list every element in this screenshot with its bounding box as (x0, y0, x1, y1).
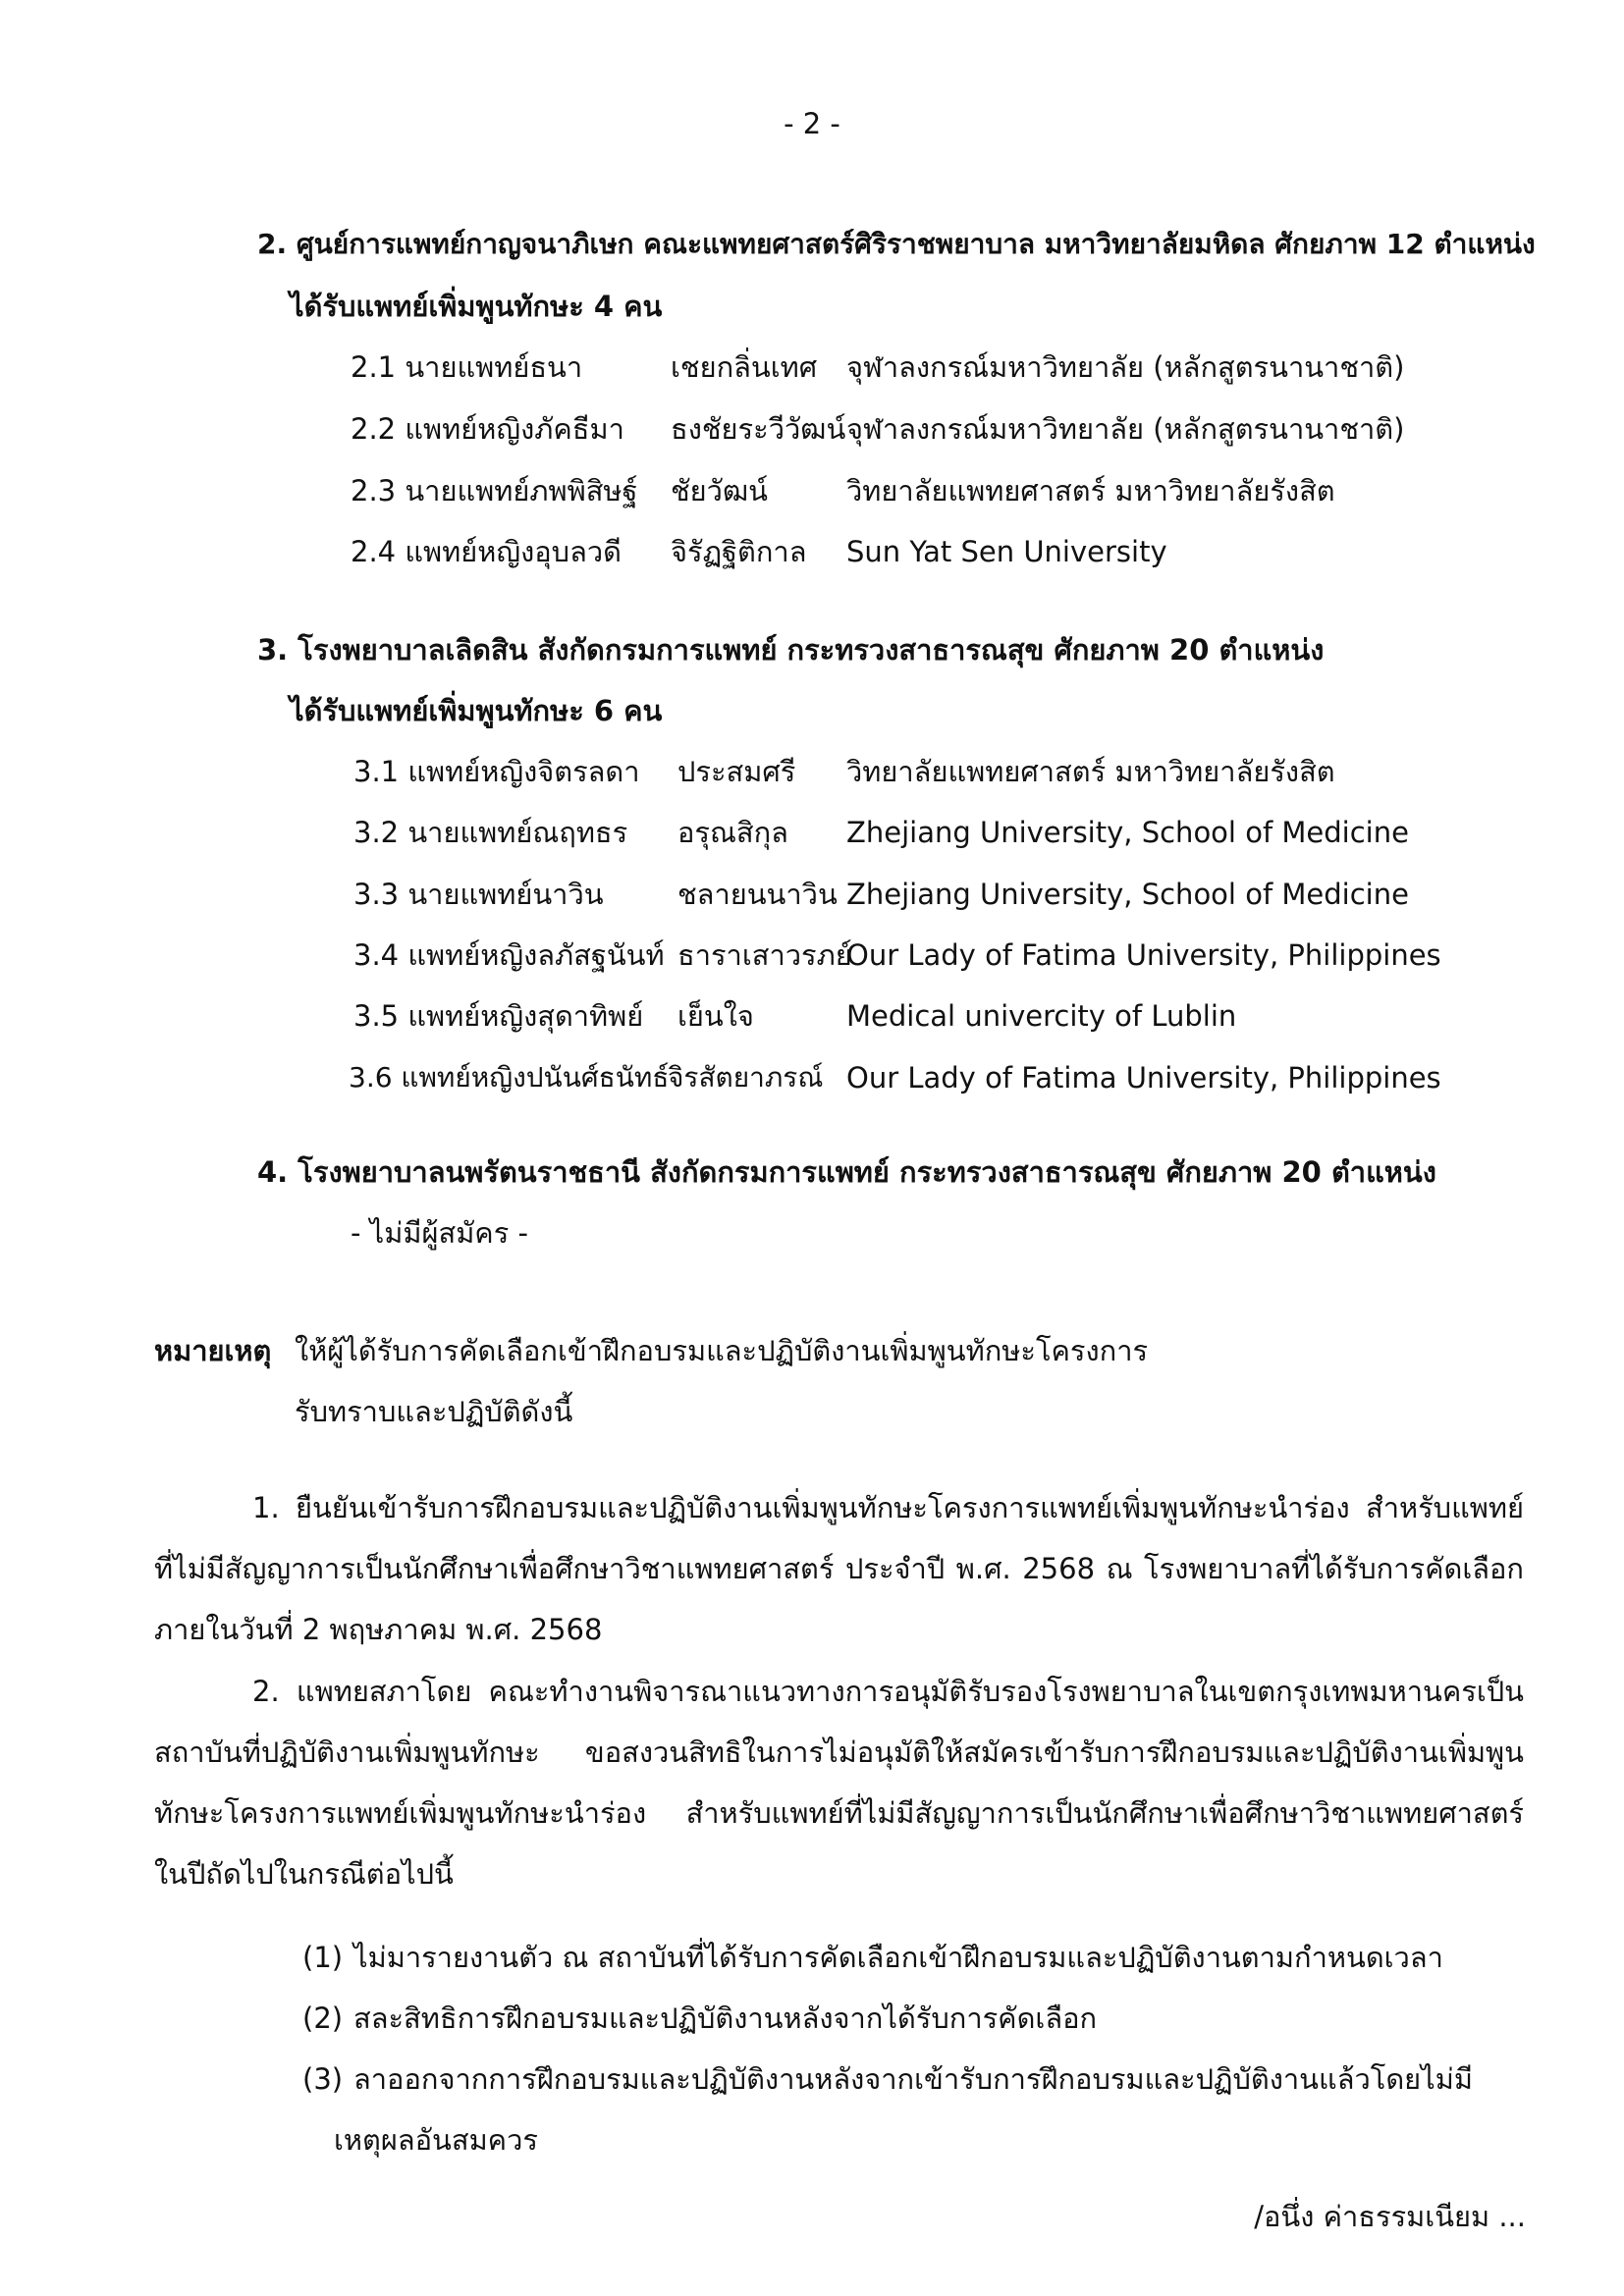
continuation-text: /อนึ่ง ค่าธรรมเนียม ... (1254, 2200, 1526, 2233)
list-item-surname: ชัยวัฒน์ (671, 474, 768, 507)
condition-number: (1) (302, 1941, 344, 1974)
list-item-name: 3.5 แพทย์หญิงสุดาทิพย์ (353, 999, 644, 1033)
condition-text: ไม่มารายงานตัว ณ สถาบันที่ได้รับการคัดเลือกเข้าฝึกอบรมและปฏิบัติงานตามกำหนดเวลา (353, 1941, 1443, 1974)
list-item-school: จุฬาลงกรณ์มหาวิทยาลัย (หลักสูตรนานาชาติ) (846, 350, 1405, 384)
list-item-school: วิทยาลัยแพทยศาสตร์ มหาวิทยาลัยรังสิต (846, 474, 1335, 507)
page-number: - 2 - (784, 107, 840, 140)
condition-text: ลาออกจากการฝึกอบรมและปฏิบัติงานหลังจากเข้ารับการฝึกอบรมและปฏิบัติงานแล้วโดยไม่มี (353, 2062, 1473, 2096)
list-item-surname: เชยกลิ่นเทศ (671, 350, 818, 384)
list-item-school: วิทยาลัยแพทยศาสตร์ มหาวิทยาลัยรังสิต (846, 755, 1335, 788)
list-item-school: Zhejiang University, School of Medicine (846, 816, 1409, 849)
list-item-school: Sun Yat Sen University (846, 535, 1167, 568)
list-item-surname: อรุณสิกุล (677, 816, 788, 849)
condition-number: (3) (302, 2062, 344, 2096)
condition-text: สละสิทธิการฝึกอบรมและปฏิบัติงานหลังจากได้รับการคัดเลือก (353, 2002, 1098, 2035)
note-label: หมายเหตุ (154, 1334, 272, 1367)
list-item-school: จุฬาลงกรณ์มหาวิทยาลัย (หลักสูตรนานาชาติ) (846, 412, 1405, 446)
section-2-subheading: ได้รับแพทย์เพิ่มพูนทักษะ 4 คน (290, 290, 663, 323)
condition-text-continued: เหตุผลอันสมควร (334, 2123, 538, 2157)
list-item-school: Our Lady of Fatima University, Philippines (846, 1061, 1441, 1095)
list-item-name: 3.6 แพทย์หญิงปนันศ์ธนัทธ์ (349, 1061, 670, 1094)
list-item-surname: จิรัฏฐิติกาล (671, 535, 807, 568)
list-item-surname: ธงชัยระวีวัฒน์ (671, 412, 846, 446)
list-item-surname: ชลายนนาวิน (677, 878, 838, 911)
section-3-subheading: ได้รับแพทย์เพิ่มพูนทักษะ 6 คน (290, 694, 663, 727)
list-item-surname: ประสมศรี (677, 755, 796, 788)
list-item-name: 2.4 แพทย์หญิงอุบลวดี (351, 535, 622, 568)
section-3-heading: 3. โรงพยาบาลเลิดสิน สังกัดกรมการแพทย์ กระทรวงสาธารณสุข ศักยภาพ 20 ตำแหน่ง (257, 633, 1325, 667)
section-2-heading: 2. ศูนย์การแพทย์กาญจนาภิเษก คณะแพทยศาสตร์ศิริราชพยาบาล มหาวิทยาลัยมหิดล ศักยภาพ 12 ตำแหน่ง (257, 228, 1536, 260)
no-applicants-text: - ไม่มีผู้สมัคร - (351, 1216, 528, 1250)
list-item-school: Zhejiang University, School of Medicine (846, 878, 1409, 911)
list-item-name: 3.1 แพทย์หญิงจิตรลดา (353, 755, 640, 788)
section-4-heading: 4. โรงพยาบาลนพรัตนราชธานี สังกัดกรมการแพทย์ กระทรวงสาธารณสุข ศักยภาพ 20 ตำแหน่ง (257, 1155, 1436, 1189)
list-item-name: 2.2 แพทย์หญิงภัคธีมา (351, 412, 624, 446)
list-item-name: 2.3 นายแพทย์ภพพิสิษฐ์ (351, 474, 638, 507)
paragraph-2: 2. แพทยสภาโดย คณะทำงานพิจารณาแนวทางการอนุมัติรับรองโรงพยาบาลในเขตกรุงเทพมหานครเป็นสถาบันที่ปฏิบัติงานเพิ่มพูนทักษะ ขอสงวนสิทธิในการไม่อนุมัติให้สมัครเข้ารับการฝึกอบรมและปฏิบัติงานเพิ่มพูนทักษะโครงการแพทย์เพิ่มพูนทักษะนำร่อง สำหรับแพทย์ที่ไม่มีสัญญาการเป็นนักศึกษาเพื่อศึกษาวิชาแพทยศาสตร์ในปีถัดไปในกรณีต่อไปนี้ (154, 1675, 1524, 1891)
list-item-school: Our Lady of Fatima University, Philippines (846, 938, 1441, 972)
paragraph-1: 1. ยืนยันเข้ารับการฝึกอบรมและปฏิบัติงานเพิ่มพูนทักษะโครงการแพทย์เพิ่มพูนทักษะนำร่อง สำหรับแพทย์ที่ไม่มีสัญญาการเป็นนักศึกษาเพื่อศึกษาวิชาแพทยศาสตร์ ประจำปี พ.ศ. 2568 ณ โรงพยาบาลที่ได้รับการคัดเลือกภายในวันที่ 2 พฤษภาคม พ.ศ. 2568 (154, 1491, 1524, 1646)
list-item-surname: เย็นใจ (677, 999, 754, 1033)
list-item-name: 3.2 นายแพทย์ณฤทธร (353, 816, 628, 849)
list-item-name: 3.3 นายแพทย์นาวิน (353, 878, 604, 911)
note-text: ให้ผู้ได้รับการคัดเลือกเข้าฝึกอบรมและปฏิบัติงานเพิ่มพูนทักษะโครงการ (295, 1334, 1149, 1367)
list-item-name: 3.4 แพทย์หญิงลภัสฐนันท์ (353, 938, 665, 972)
list-item-surname: ธาราเสาวรภย์ (677, 938, 852, 972)
note-text-continued: รับทราบและปฏิบัติดังนี้ (295, 1395, 573, 1428)
condition-number: (2) (302, 2002, 344, 2035)
list-item-name: 2.1 นายแพทย์ธนา (351, 350, 583, 384)
list-item-school: Medical univercity of Lublin (846, 999, 1237, 1033)
list-item-surname: จิรสัตยาภรณ์ (668, 1061, 824, 1094)
